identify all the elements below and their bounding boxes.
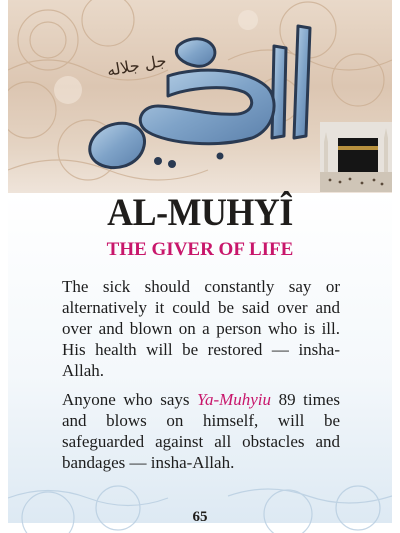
paragraph <box>62 389 340 473</box>
header-banner <box>8 0 392 193</box>
paragraph-text: Anyone who says <box>62 390 198 409</box>
kaaba-illustration-icon <box>320 122 392 192</box>
arabic-calligraphy-icon <box>48 6 348 186</box>
page-subtitle: THE GIVER OF LIFE <box>106 239 294 260</box>
page-number: 65 <box>192 509 208 525</box>
paragraph-text: 89 times and blows on himself, will be safeguarded against all obstacles and bandages — insha-Allah. <box>62 390 340 472</box>
paragraph: The sick should constantly say or alternatively it could be said over and over and blown on a person who is ill. His health will be restored — insha-Allah. <box>62 277 340 380</box>
page-title: AL-MUHYÎ <box>107 191 293 234</box>
body-text <box>62 276 340 481</box>
arabic-honorific: جل جلاله <box>105 50 168 80</box>
emphasis-text: Ya-Muhyiu <box>197 390 272 409</box>
